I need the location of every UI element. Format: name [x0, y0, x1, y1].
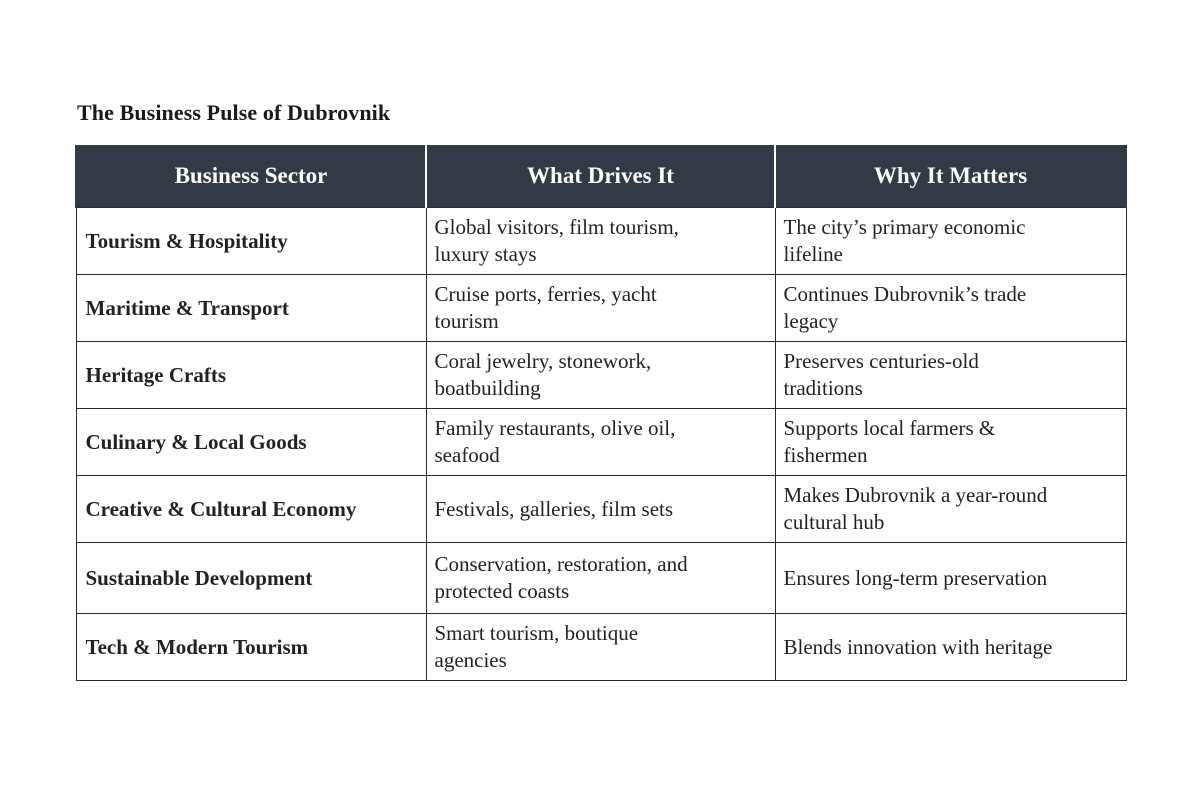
- table-row: [76, 342, 1126, 409]
- drivers-cell: [426, 342, 775, 409]
- sector-cell: [76, 342, 426, 409]
- column-header-what-drives-it: What Drives It: [426, 145, 775, 208]
- table-row: [76, 476, 1126, 543]
- importance-text: Continues Dubrovnik’s trade legacy: [783, 282, 1027, 333]
- sector-label: Culinary & Local Goods: [85, 429, 307, 454]
- importance-text: Ensures long-term preservation: [783, 565, 1048, 590]
- sector-label: Tech & Modern Tourism: [85, 634, 309, 659]
- sector-label: Maritime & Transport: [85, 295, 289, 320]
- importance-cell: [775, 614, 1126, 681]
- importance-cell: [775, 275, 1126, 342]
- table-row: [76, 275, 1126, 342]
- table-row: [76, 614, 1126, 681]
- importance-cell: [775, 476, 1126, 543]
- drivers-cell: [426, 614, 775, 681]
- page-title: The Business Pulse of Dubrovnik: [77, 100, 391, 125]
- drivers-cell: [426, 208, 775, 275]
- drivers-cell: [426, 476, 775, 543]
- drivers-text: Festivals, galleries, film sets: [434, 496, 674, 521]
- sector-label: Heritage Crafts: [85, 362, 227, 387]
- importance-text: Preserves centuries-old traditions: [783, 349, 979, 400]
- drivers-cell: [426, 275, 775, 342]
- table-row: [76, 409, 1126, 476]
- drivers-text: Family restaurants, olive oil, seafood: [434, 416, 676, 467]
- sector-cell: [76, 543, 426, 614]
- importance-text: The city’s primary economic lifeline: [783, 215, 1026, 266]
- sector-label: Creative & Cultural Economy: [85, 496, 357, 521]
- sector-cell: [76, 476, 426, 543]
- importance-cell: [775, 208, 1126, 275]
- importance-cell: [775, 342, 1126, 409]
- importance-text: Supports local farmers & fishermen: [783, 416, 996, 467]
- business-sectors-table: [75, 145, 1127, 681]
- column-header-why-it-matters: Why It Matters: [775, 145, 1126, 208]
- importance-text: Makes Dubrovnik a year-round cultural hub: [783, 483, 1048, 534]
- sector-cell: [76, 409, 426, 476]
- column-header-business-sector: Business Sector: [76, 145, 426, 208]
- drivers-text: Cruise ports, ferries, yacht tourism: [434, 282, 657, 333]
- drivers-text: Smart tourism, boutique agencies: [434, 621, 639, 672]
- sector-label: Tourism & Hospitality: [85, 228, 288, 253]
- importance-cell: [775, 543, 1126, 614]
- drivers-cell: [426, 543, 775, 614]
- table-row: [76, 208, 1126, 275]
- drivers-text: Conservation, restoration, and protected coasts: [434, 552, 688, 603]
- sector-cell: [76, 208, 426, 275]
- sector-cell: [76, 275, 426, 342]
- drivers-cell: [426, 409, 775, 476]
- sector-label: Sustainable Development: [85, 565, 313, 590]
- drivers-text: Global visitors, film tourism, luxury stays: [434, 215, 679, 266]
- importance-text: Blends innovation with heritage: [783, 634, 1053, 659]
- importance-cell: [775, 409, 1126, 476]
- table-header-row: [76, 145, 1126, 208]
- table-row: [76, 543, 1126, 614]
- sector-cell: [76, 614, 426, 681]
- drivers-text: Coral jewelry, stonework, boatbuilding: [434, 349, 652, 400]
